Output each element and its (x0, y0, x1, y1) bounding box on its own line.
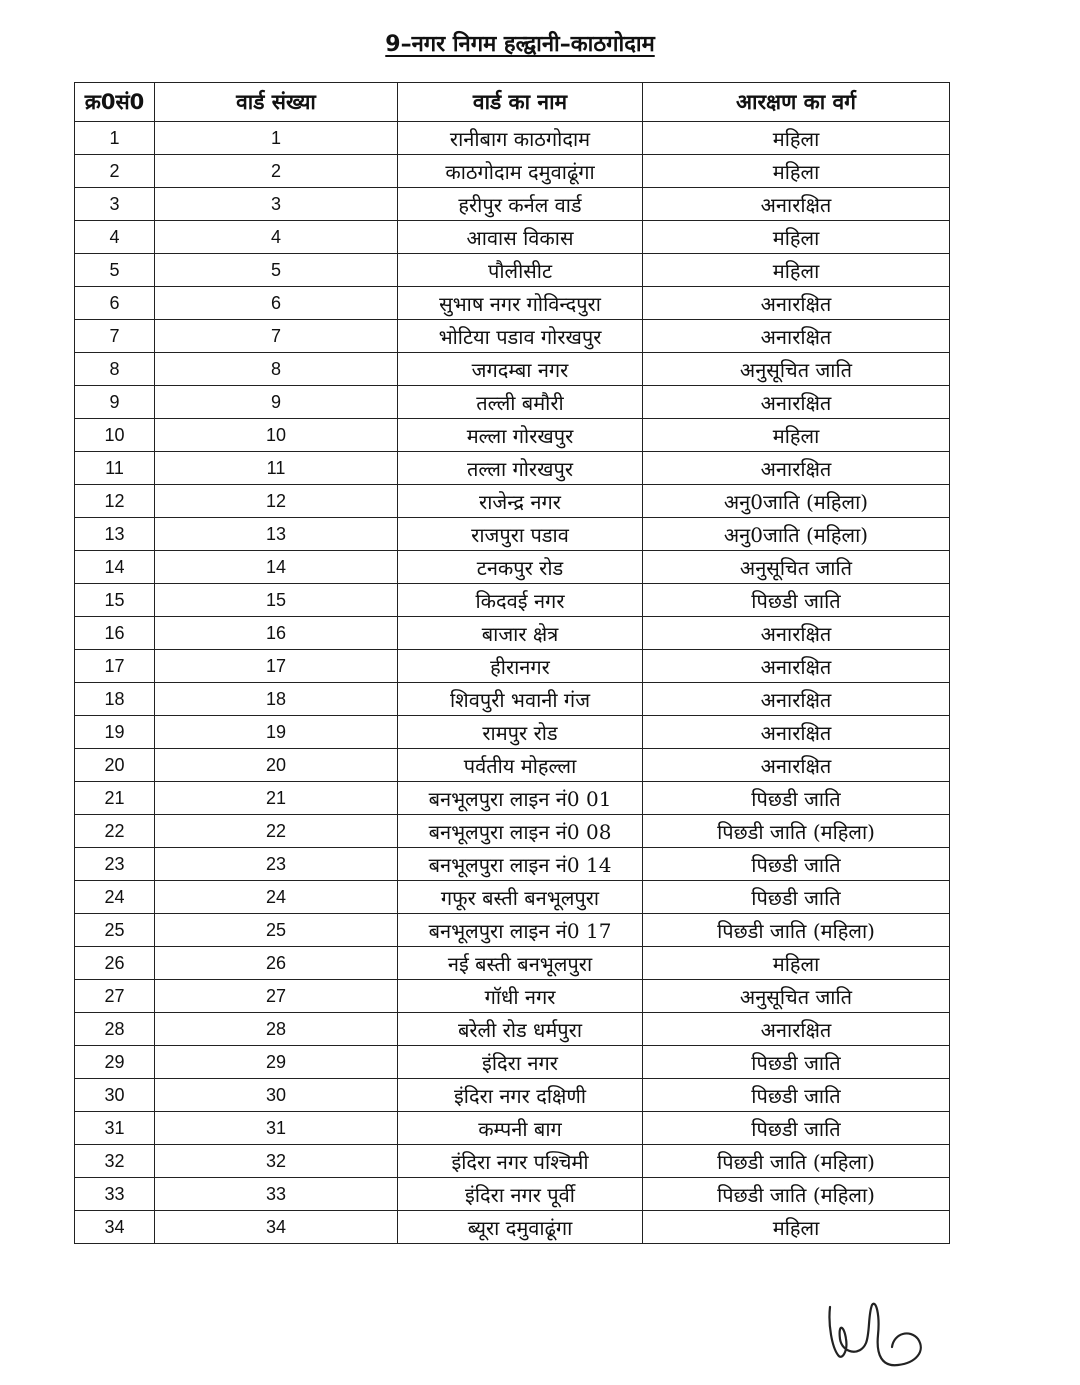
table-row (75, 716, 950, 749)
table-header-row (75, 83, 950, 122)
ward-name-cell: आवास विकास (398, 221, 643, 254)
ward-number-cell: 5 (155, 254, 398, 287)
serial-number-cell: 33 (75, 1178, 155, 1211)
reservation-category-cell: पिछडी जाति (643, 1046, 950, 1079)
ward-name-cell: राजपुरा पडाव (398, 518, 643, 551)
ward-number-cell: 6 (155, 287, 398, 320)
table-row (75, 122, 950, 155)
reservation-category-cell: अनारक्षित (643, 452, 950, 485)
serial-number-cell: 9 (75, 386, 155, 419)
ward-number-cell: 26 (155, 947, 398, 980)
serial-number-cell: 14 (75, 551, 155, 584)
table-row (75, 980, 950, 1013)
ward-name-cell: मल्ला गोरखपुर (398, 419, 643, 452)
ward-name-cell: गॉधी नगर (398, 980, 643, 1013)
serial-number-cell: 30 (75, 1079, 155, 1112)
ward-name-cell: इंदिरा नगर पश्चिमी (398, 1145, 643, 1178)
ward-number-cell: 8 (155, 353, 398, 386)
ward-number-cell: 4 (155, 221, 398, 254)
reservation-category-cell: पिछडी जाति (643, 848, 950, 881)
ward-name-cell: राजेन्द्र नगर (398, 485, 643, 518)
ward-number-cell: 7 (155, 320, 398, 353)
ward-number-cell: 17 (155, 650, 398, 683)
table-row (75, 683, 950, 716)
ward-name-cell: इंदिरा नगर दक्षिणी (398, 1079, 643, 1112)
ward-name-cell: भोटिया पडाव गोरखपुर (398, 320, 643, 353)
serial-number-cell: 25 (75, 914, 155, 947)
ward-number-cell: 2 (155, 155, 398, 188)
reservation-category-cell: पिछडी जाति (महिला) (643, 1178, 950, 1211)
header-ward-number: वार्ड संख्या (155, 83, 398, 122)
ward-name-cell: तल्ली बमौरी (398, 386, 643, 419)
ward-number-cell: 10 (155, 419, 398, 452)
table-row (75, 848, 950, 881)
table-row (75, 188, 950, 221)
serial-number-cell: 8 (75, 353, 155, 386)
reservation-category-cell: अनारक्षित (643, 320, 950, 353)
table-row (75, 551, 950, 584)
table-row (75, 518, 950, 551)
reservation-category-cell: पिछडी जाति (महिला) (643, 914, 950, 947)
serial-number-cell: 17 (75, 650, 155, 683)
serial-number-cell: 21 (75, 782, 155, 815)
reservation-category-cell: अनारक्षित (643, 617, 950, 650)
reservation-category-cell: अनारक्षित (643, 1013, 950, 1046)
serial-number-cell: 5 (75, 254, 155, 287)
ward-name-cell: बनभूलपुरा लाइन नं0 08 (398, 815, 643, 848)
reservation-category-cell: महिला (643, 122, 950, 155)
reservation-category-cell: अनारक्षित (643, 386, 950, 419)
ward-name-cell: इंदिरा नगर (398, 1046, 643, 1079)
ward-number-cell: 13 (155, 518, 398, 551)
table-row (75, 155, 950, 188)
serial-number-cell: 16 (75, 617, 155, 650)
ward-name-cell: इंदिरा नगर पूर्वी (398, 1178, 643, 1211)
ward-name-cell: कम्पनी बाग (398, 1112, 643, 1145)
ward-name-cell: पौलीसीट (398, 254, 643, 287)
table-row (75, 386, 950, 419)
reservation-category-cell: अनु0जाति (महिला) (643, 485, 950, 518)
serial-number-cell: 23 (75, 848, 155, 881)
ward-number-cell: 15 (155, 584, 398, 617)
table-row (75, 1046, 950, 1079)
ward-number-cell: 32 (155, 1145, 398, 1178)
ward-name-cell: हीरानगर (398, 650, 643, 683)
table-row (75, 287, 950, 320)
serial-number-cell: 13 (75, 518, 155, 551)
serial-number-cell: 15 (75, 584, 155, 617)
reservation-category-cell: महिला (643, 1211, 950, 1244)
serial-number-cell: 20 (75, 749, 155, 782)
reservation-category-cell: पिछडी जाति (643, 782, 950, 815)
reservation-category-cell: महिला (643, 254, 950, 287)
table-row (75, 947, 950, 980)
ward-number-cell: 31 (155, 1112, 398, 1145)
ward-name-cell: बनभूलपुरा लाइन नं0 17 (398, 914, 643, 947)
serial-number-cell: 12 (75, 485, 155, 518)
reservation-category-cell: पिछडी जाति (महिला) (643, 1145, 950, 1178)
serial-number-cell: 34 (75, 1211, 155, 1244)
reservation-category-cell: अनु0जाति (महिला) (643, 518, 950, 551)
table-row (75, 815, 950, 848)
serial-number-cell: 10 (75, 419, 155, 452)
serial-number-cell: 18 (75, 683, 155, 716)
ward-number-cell: 21 (155, 782, 398, 815)
ward-name-cell: जगदम्बा नगर (398, 353, 643, 386)
reservation-category-cell: पिछडी जाति (643, 881, 950, 914)
table-row (75, 881, 950, 914)
serial-number-cell: 28 (75, 1013, 155, 1046)
ward-number-cell: 22 (155, 815, 398, 848)
ward-name-cell: रामपुर रोड (398, 716, 643, 749)
table-row (75, 1013, 950, 1046)
reservation-category-cell: पिछडी जाति (643, 1079, 950, 1112)
table-row (75, 617, 950, 650)
serial-number-cell: 11 (75, 452, 155, 485)
ward-name-cell: पर्वतीय मोहल्ला (398, 749, 643, 782)
reservation-category-cell: महिला (643, 221, 950, 254)
ward-name-cell: नई बस्ती बनभूलपुरा (398, 947, 643, 980)
reservation-category-cell: पिछडी जाति (643, 1112, 950, 1145)
ward-number-cell: 33 (155, 1178, 398, 1211)
ward-name-cell: शिवपुरी भवानी गंज (398, 683, 643, 716)
ward-number-cell: 11 (155, 452, 398, 485)
reservation-category-cell: अनारक्षित (643, 683, 950, 716)
reservation-category-cell: अनारक्षित (643, 287, 950, 320)
ward-number-cell: 25 (155, 914, 398, 947)
handwritten-signature-icon (820, 1295, 940, 1375)
ward-number-cell: 20 (155, 749, 398, 782)
serial-number-cell: 26 (75, 947, 155, 980)
ward-name-cell: टनकपुर रोड (398, 551, 643, 584)
ward-number-cell: 24 (155, 881, 398, 914)
serial-number-cell: 29 (75, 1046, 155, 1079)
ward-number-cell: 28 (155, 1013, 398, 1046)
ward-number-cell: 16 (155, 617, 398, 650)
table-row (75, 1145, 950, 1178)
serial-number-cell: 3 (75, 188, 155, 221)
serial-number-cell: 2 (75, 155, 155, 188)
header-serial-number: क्र0सं0 (75, 83, 155, 122)
serial-number-cell: 27 (75, 980, 155, 1013)
table-row (75, 353, 950, 386)
serial-number-cell: 32 (75, 1145, 155, 1178)
ward-number-cell: 14 (155, 551, 398, 584)
table-row (75, 419, 950, 452)
ward-name-cell: किदवई नगर (398, 584, 643, 617)
serial-number-cell: 1 (75, 122, 155, 155)
ward-number-cell: 1 (155, 122, 398, 155)
reservation-category-cell: पिछडी जाति (महिला) (643, 815, 950, 848)
reservation-category-cell: महिला (643, 155, 950, 188)
table-row (75, 254, 950, 287)
reservation-category-cell: अनारक्षित (643, 188, 950, 221)
reservation-category-cell: अनारक्षित (643, 650, 950, 683)
ward-number-cell: 34 (155, 1211, 398, 1244)
table-row (75, 584, 950, 617)
ward-number-cell: 23 (155, 848, 398, 881)
reservation-category-cell: अनारक्षित (643, 716, 950, 749)
serial-number-cell: 6 (75, 287, 155, 320)
table-row (75, 1211, 950, 1244)
serial-number-cell: 7 (75, 320, 155, 353)
ward-name-cell: रानीबाग काठगोदाम (398, 122, 643, 155)
ward-name-cell: तल्ला गोरखपुर (398, 452, 643, 485)
table-row (75, 782, 950, 815)
table-row (75, 1178, 950, 1211)
header-reservation-category: आरक्षण का वर्ग (643, 83, 950, 122)
table-row (75, 1079, 950, 1112)
reservation-category-cell: पिछडी जाति (643, 584, 950, 617)
reservation-category-cell: अनुसूचित जाति (643, 353, 950, 386)
table-row (75, 1112, 950, 1145)
document-title: 9–नगर निगम हल्द्वानी–काठगोदाम (385, 32, 655, 57)
table-row (75, 914, 950, 947)
serial-number-cell: 4 (75, 221, 155, 254)
ward-name-cell: हरीपुर कर्नल वार्ड (398, 188, 643, 221)
serial-number-cell: 22 (75, 815, 155, 848)
ward-name-cell: ब्यूरा दमुवाढूंगा (398, 1211, 643, 1244)
table-row (75, 452, 950, 485)
ward-name-cell: सुभाष नगर गोविन्दपुरा (398, 287, 643, 320)
ward-number-cell: 29 (155, 1046, 398, 1079)
table-row (75, 320, 950, 353)
ward-name-cell: बनभूलपुरा लाइन नं0 14 (398, 848, 643, 881)
reservation-category-cell: महिला (643, 947, 950, 980)
ward-number-cell: 30 (155, 1079, 398, 1112)
ward-name-cell: बनभूलपुरा लाइन नं0 01 (398, 782, 643, 815)
serial-number-cell: 31 (75, 1112, 155, 1145)
ward-number-cell: 12 (155, 485, 398, 518)
ward-name-cell: बरेली रोड धर्मपुरा (398, 1013, 643, 1046)
table-row (75, 749, 950, 782)
ward-name-cell: काठगोदाम दमुवाढूंगा (398, 155, 643, 188)
ward-reservation-table (74, 82, 950, 1244)
table-body (75, 122, 950, 1244)
ward-number-cell: 3 (155, 188, 398, 221)
serial-number-cell: 24 (75, 881, 155, 914)
ward-number-cell: 27 (155, 980, 398, 1013)
table-row (75, 650, 950, 683)
serial-number-cell: 19 (75, 716, 155, 749)
ward-number-cell: 19 (155, 716, 398, 749)
reservation-category-cell: अनुसूचित जाति (643, 551, 950, 584)
ward-number-cell: 9 (155, 386, 398, 419)
ward-name-cell: गफूर बस्ती बनभूलपुरा (398, 881, 643, 914)
ward-number-cell: 18 (155, 683, 398, 716)
ward-name-cell: बाजार क्षेत्र (398, 617, 643, 650)
reservation-category-cell: अनुसूचित जाति (643, 980, 950, 1013)
header-ward-name: वार्ड का नाम (398, 83, 643, 122)
table-row (75, 485, 950, 518)
table-row (75, 221, 950, 254)
reservation-category-cell: अनारक्षित (643, 749, 950, 782)
reservation-category-cell: महिला (643, 419, 950, 452)
